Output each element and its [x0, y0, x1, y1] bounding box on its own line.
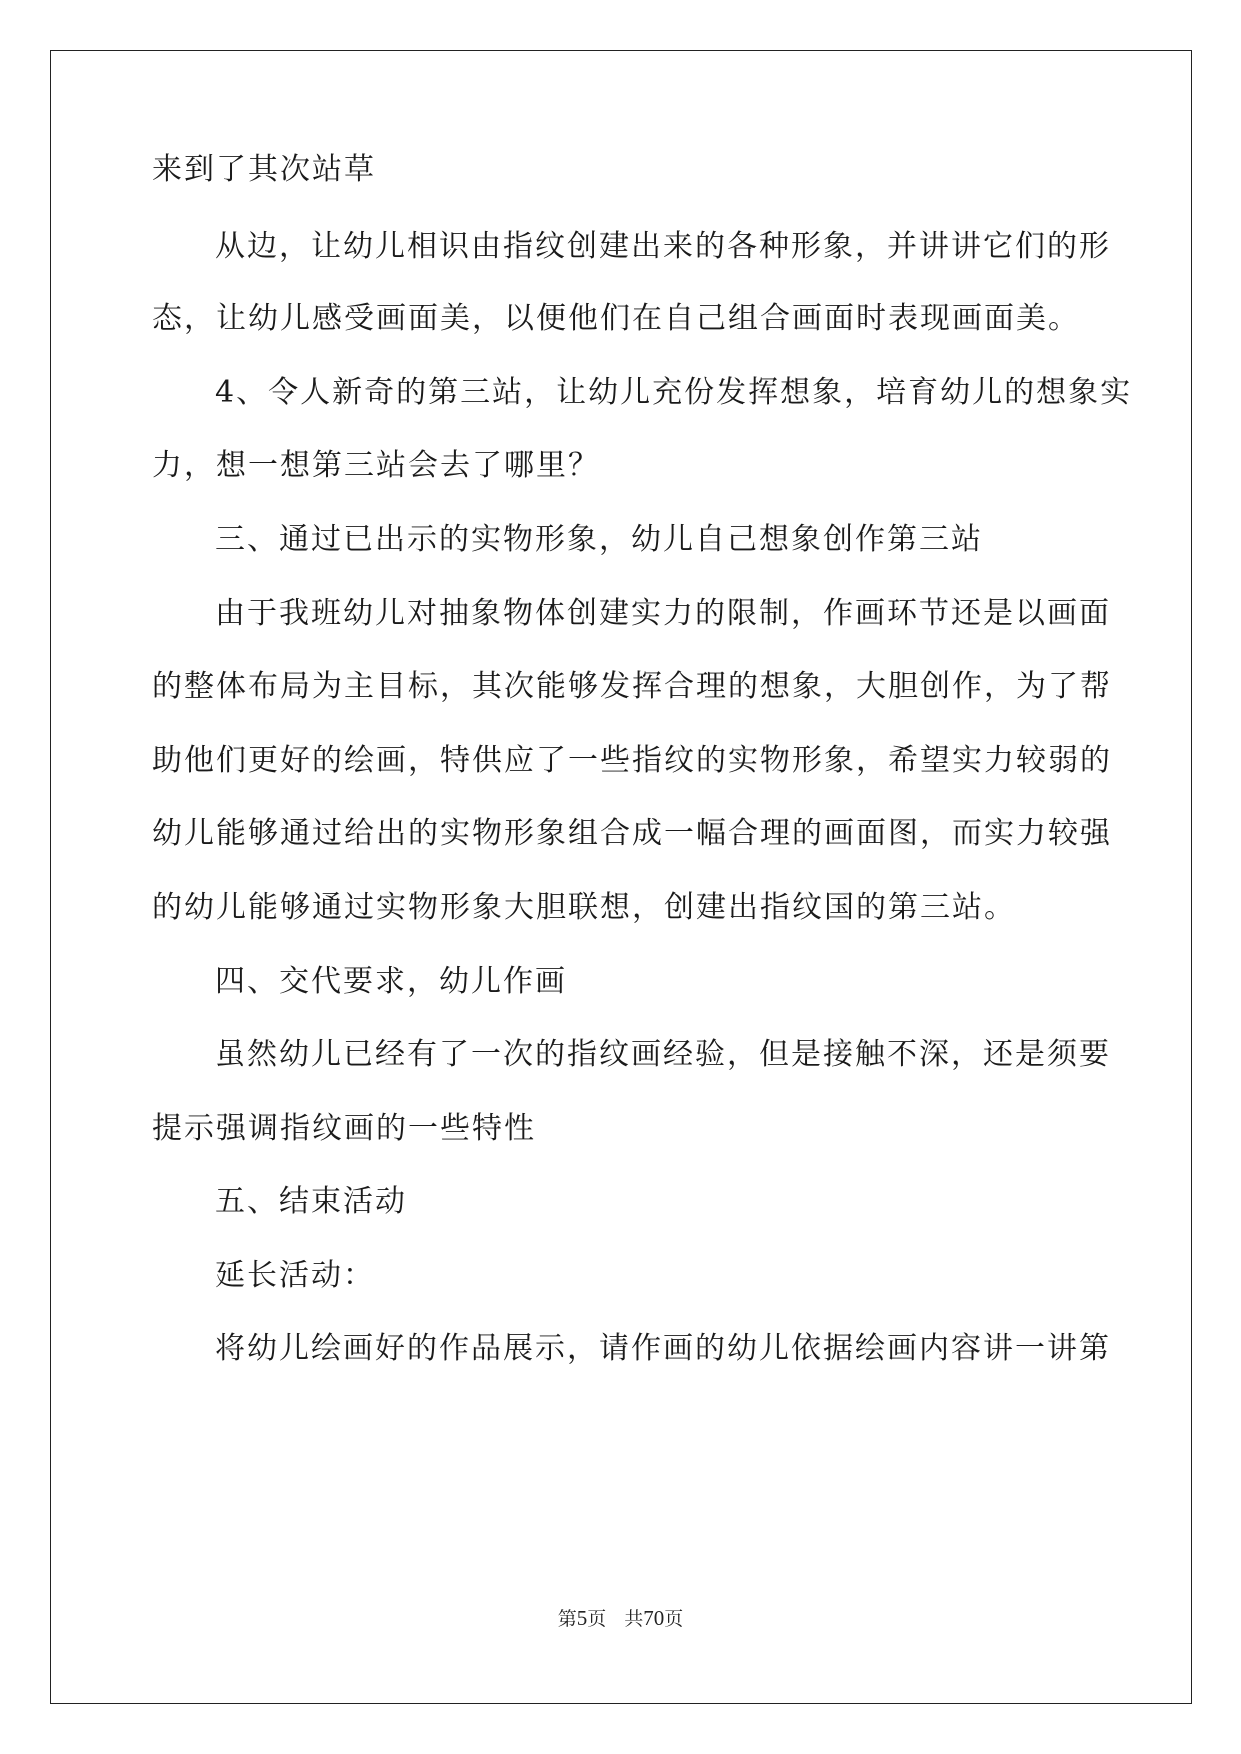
text-line: 来到了其次站草: [152, 152, 376, 187]
text-line: 五、结束活动: [215, 1184, 407, 1219]
footer-total-suffix: 页: [664, 1608, 684, 1630]
text-line: 将幼儿绘画好的作品展示，请作画的幼儿依据绘画内容讲一讲第: [215, 1331, 1111, 1366]
text-line: 三、通过已出示的实物形象，幼儿自己想象创作第三站: [215, 522, 983, 557]
text-line: 助他们更好的绘画，特供应了一些指纹的实物形象，希望实力较弱的: [152, 743, 1112, 778]
text-line: 延长活动：: [215, 1258, 375, 1293]
text-line: 虽然幼儿已经有了一次的指纹画经验，但是接触不深，还是须要: [215, 1037, 1111, 1072]
footer-total-pages: 70: [643, 1606, 665, 1630]
footer-total-prefix: 共: [624, 1608, 644, 1630]
text-line: 由于我班幼儿对抽象物体创建实力的限制，作画环节还是以画面: [215, 596, 1111, 631]
footer-page-suffix: 页: [587, 1608, 607, 1630]
footer-page-prefix: 第: [557, 1608, 577, 1630]
text-line: 幼儿能够通过给出的实物形象组合成一幅合理的画面图，而实力较强: [152, 816, 1112, 851]
text-line: 力，想一想第三站会去了哪里？: [152, 448, 600, 483]
page-footer: [0, 1604, 1241, 1631]
text-line: 态，让幼儿感受画面美，以便他们在自己组合画面时表现画面美。: [152, 301, 1080, 336]
text-line: 的幼儿能够通过实物形象大胆联想，创建出指纹国的第三站。: [152, 890, 1016, 925]
text-line: 四、交代要求，幼儿作画: [215, 964, 567, 999]
text-line: 提示强调指纹画的一些特性: [152, 1111, 536, 1146]
text-line: 从边，让幼儿相识由指纹创建出来的各种形象，并讲讲它们的形: [215, 229, 1111, 264]
footer-page-number: 5: [576, 1606, 588, 1630]
text-line: 的整体布局为主目标，其次能够发挥合理的想象，大胆创作，为了帮: [152, 669, 1112, 704]
text-line: 4、令人新奇的第三站，让幼儿充份发挥想象，培育幼儿的想象实: [215, 375, 1133, 410]
